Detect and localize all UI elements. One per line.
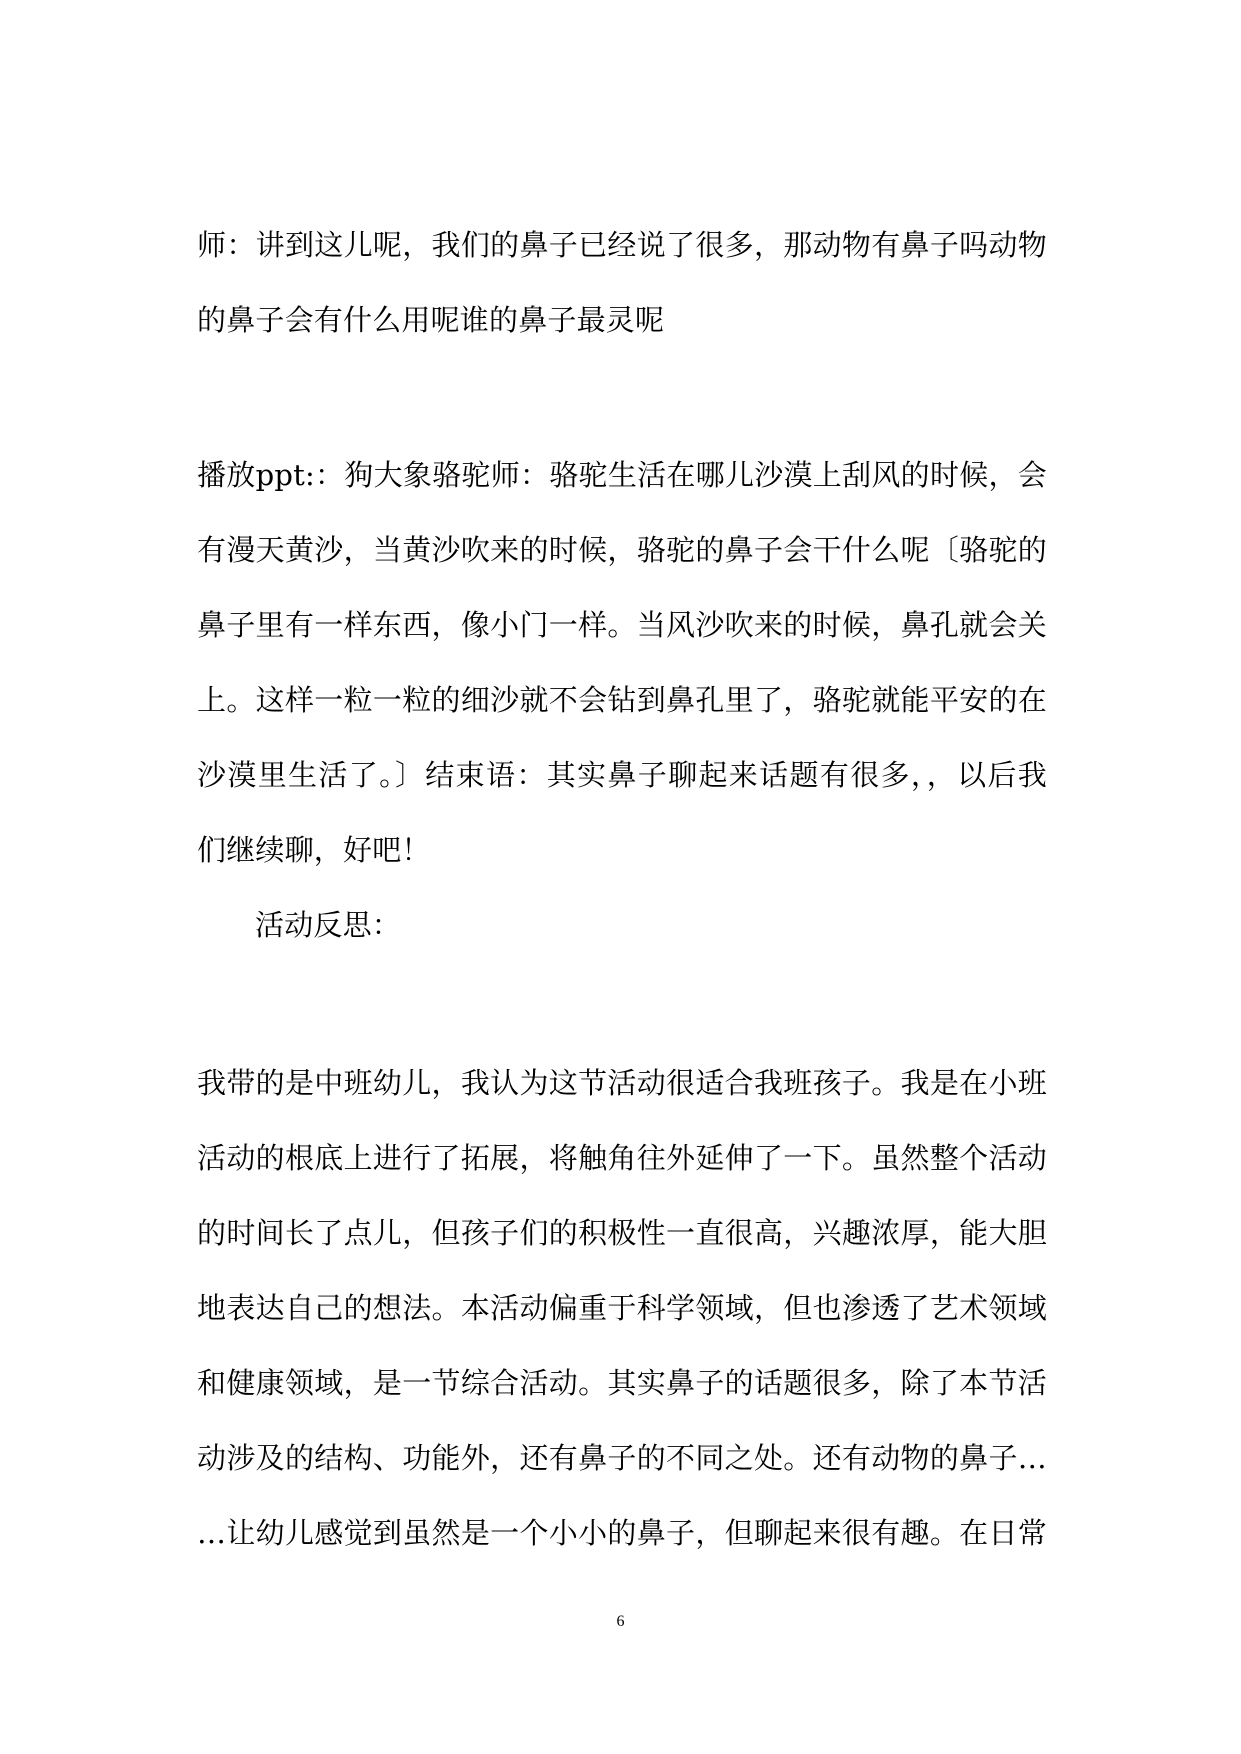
paragraph-camel-nose: [197, 438, 1047, 888]
text-line: 播放ppt:：狗大象骆驼师：骆驼生活在哪儿沙漠上刮风的时候，会: [197, 458, 1047, 492]
text-line: 和健康领域，是一节综合活动。其实鼻子的话题很多，除了本节活: [197, 1366, 1047, 1400]
text-line: 的时间长了点儿，但孩子们的积极性一直很高，兴趣浓厚，能大胆: [197, 1216, 1047, 1250]
text-line: 我带的是中班幼儿，我认为这节活动很适合我班孩子。我是在小班: [197, 1066, 1047, 1100]
text-line: 活动的根底上进行了拓展，将触角往外延伸了一下。虽然整个活动: [197, 1141, 1047, 1175]
section-heading-reflection: [197, 888, 1047, 963]
text-line: 师：讲到这儿呢，我们的鼻子已经说了很多，那动物有鼻子吗动物: [197, 228, 1047, 262]
page-number: 6: [616, 1613, 625, 1630]
text-line: 沙漠里生活了。〕结束语：其实鼻子聊起来话题有很多，，以后我: [197, 758, 1047, 792]
text-line: 有漫天黄沙，当黄沙吹来的时候，骆驼的鼻子会干什么呢〔骆驼的: [197, 533, 1047, 567]
text-line: …让幼儿感觉到虽然是一个小小的鼻子，但聊起来很有趣。在日常: [197, 1516, 1047, 1550]
paragraph-teacher-question: [197, 208, 1047, 358]
text-line: 的鼻子会有什么用呢谁的鼻子最灵呢: [197, 303, 665, 337]
text-line: 上。这样一粒一粒的细沙就不会钻到鼻孔里了，骆驼就能平安的在: [197, 683, 1047, 717]
text-line: 动涉及的结构、功能外，还有鼻子的不同之处。还有动物的鼻子…: [197, 1441, 1047, 1475]
section-heading: 活动反思：: [255, 908, 402, 942]
paragraph-reflection: [197, 1046, 1047, 1571]
text-line: 鼻子里有一样东西，像小门一样。当风沙吹来的时候，鼻孔就会关: [197, 608, 1047, 642]
text-line: 们继续聊，好吧！: [197, 833, 431, 867]
text-line: 地表达自己的想法。本活动偏重于科学领域，但也渗透了艺术领域: [197, 1291, 1047, 1325]
